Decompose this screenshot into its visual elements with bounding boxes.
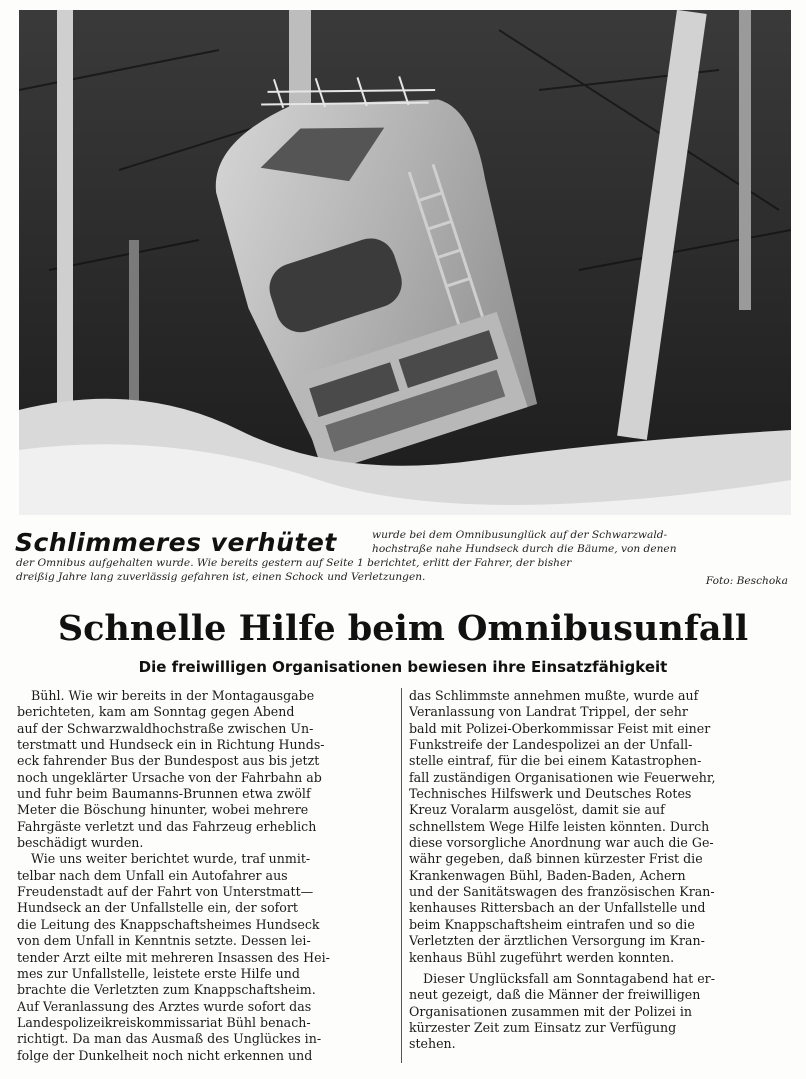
article-line: kenhauses Rittersbach an der Unfallstelle und bbox=[409, 900, 706, 916]
article-line: mes zur Unfallstelle, leistete erste Hilfe und bbox=[17, 965, 300, 981]
article-line: Technisches Hilfswerk und Deutsches Rotes bbox=[409, 786, 692, 802]
article-line: kürzester Zeit zum Einsatz zur Verfügung bbox=[409, 1019, 677, 1035]
article-line: Organisationen zusammen mit der Polizei in bbox=[409, 1003, 692, 1019]
caption-line: hochstraße nahe Hundseck durch die Bäume, von denen bbox=[372, 543, 677, 555]
article-line: fall zuständigen Organisationen wie Feuerwehr, bbox=[409, 769, 716, 785]
article-line: auf der Schwarzwaldhochstraße zwischen Un- bbox=[17, 720, 314, 736]
article-line: stehen. bbox=[409, 1036, 456, 1052]
article-line: Bühl. Wie wir bereits in der Montagausgabe bbox=[31, 688, 315, 703]
article-line: beschädigt wurden. bbox=[17, 835, 144, 851]
article-line: Funkstreife der Landespolizei an der Unfall- bbox=[409, 737, 693, 753]
article-column-left bbox=[17, 688, 396, 1064]
article-line: Fahrgäste verletzt und das Fahrzeug erheblich bbox=[17, 818, 317, 834]
article-line: Krankenwagen Bühl, Baden-Baden, Achern bbox=[409, 867, 686, 883]
article-line: Freudenstadt auf der Fahrt von Unterstmatt— bbox=[17, 884, 314, 900]
caption-line: dreißig Jahre lang zuverlässig gefahren ist, einen Schock und Verletzungen. bbox=[16, 571, 426, 583]
article-line: und fuhr beim Baumanns-Brunnen etwa zwölf bbox=[17, 786, 311, 802]
article-line: kenhaus Bühl zugeführt werden konnten. bbox=[409, 949, 675, 965]
article-line: neut gezeigt, daß die Männer der freiwilligen bbox=[409, 987, 701, 1003]
article-line: tender Arzt eilte mit mehreren Insassen des Hei- bbox=[17, 949, 330, 965]
article-line: diese vorsorgliche Anordnung war auch die Ge- bbox=[409, 835, 714, 851]
bus-accident-photo bbox=[19, 10, 791, 515]
article-line: noch ungeklärter Ursache von der Fahrbahn ab bbox=[17, 769, 322, 785]
photo-illustration bbox=[19, 10, 791, 515]
article-line: terstmatt und Hundseck ein in Richtung Hunds- bbox=[17, 737, 325, 753]
article-line: Hundseck an der Unfallstelle ein, der sofort bbox=[17, 900, 298, 916]
photo-caption-title: Schlimmeres verhütet bbox=[15, 528, 337, 557]
article-line: von dem Unfall in Kenntnis setzte. Dessen lei- bbox=[17, 933, 311, 949]
article-subheadline: Die freiwilligen Organisationen bewiesen ihre Einsatzfähigkeit bbox=[138, 658, 668, 676]
article-line: Veranlassung von Landrat Trippel, der sehr bbox=[409, 704, 688, 720]
photo-caption-text bbox=[372, 528, 788, 556]
article-line: das Schlimmste annehmen mußte, wurde auf bbox=[409, 688, 699, 703]
article-line: richtigt. Da man das Ausmaß des Unglückes in- bbox=[17, 1031, 322, 1047]
article-line: stelle eintraf, für die bei einem Katastrophen- bbox=[409, 753, 702, 769]
article-line: bald mit Polizei-Oberkommissar Feist mit einer bbox=[409, 720, 711, 736]
article-line: brachte die Verletzten zum Knappschaftsheim. bbox=[17, 982, 316, 998]
article-line: Verletzten der ärztlichen Versorgung im Kran- bbox=[409, 933, 705, 949]
photo-caption-continued bbox=[16, 556, 791, 584]
article-line: telbar nach dem Unfall ein Autofahrer aus bbox=[17, 867, 288, 883]
article-line: Auf Veranlassung des Arztes wurde sofort das bbox=[17, 998, 312, 1014]
photo-credit: Foto: Beschoka bbox=[705, 575, 788, 587]
article-column-right bbox=[409, 688, 792, 1053]
column-divider bbox=[401, 688, 402, 1063]
article-line: schnellstem Wege Hilfe leisten könnten. Durch bbox=[409, 818, 710, 834]
article-line: währ gegeben, daß binnen kürzester Frist die bbox=[409, 851, 703, 867]
article-line: Meter die Böschung hinunter, wobei mehrere bbox=[17, 802, 309, 818]
article-line: eck fahrender Bus der Bundespost aus bis jetzt bbox=[17, 753, 320, 769]
article-headline: Schnelle Hilfe beim Omnibusunfall bbox=[57, 608, 749, 649]
article-line: folge der Dunkelheit noch nicht erkennen und bbox=[17, 1047, 313, 1063]
article-line: und der Sanitätswagen des französischen Kran- bbox=[409, 884, 715, 900]
article-line: Landespolizeikreiskommissariat Bühl benach- bbox=[17, 1014, 311, 1030]
article-line: berichteten, kam am Sonntag gegen Abend bbox=[17, 704, 295, 720]
article-line: Wie uns weiter berichtet wurde, traf unmit- bbox=[31, 851, 311, 867]
caption-line: der Omnibus aufgehalten wurde. Wie bereits gestern auf Seite 1 berichtet, erlitt der Fahrer, der bisher bbox=[16, 557, 572, 569]
article-line: Dieser Unglücksfall am Sonntagabend hat er- bbox=[423, 970, 715, 986]
article-line: Kreuz Voralarm ausgelöst, damit sie auf bbox=[409, 802, 665, 818]
article-line: beim Knappschaftsheim eintrafen und so die bbox=[409, 916, 695, 932]
caption-line: wurde bei dem Omnibusunglück auf der Schwarzwald- bbox=[372, 529, 668, 541]
article-line: die Leitung des Knappschaftsheimes Hundseck bbox=[17, 916, 320, 932]
